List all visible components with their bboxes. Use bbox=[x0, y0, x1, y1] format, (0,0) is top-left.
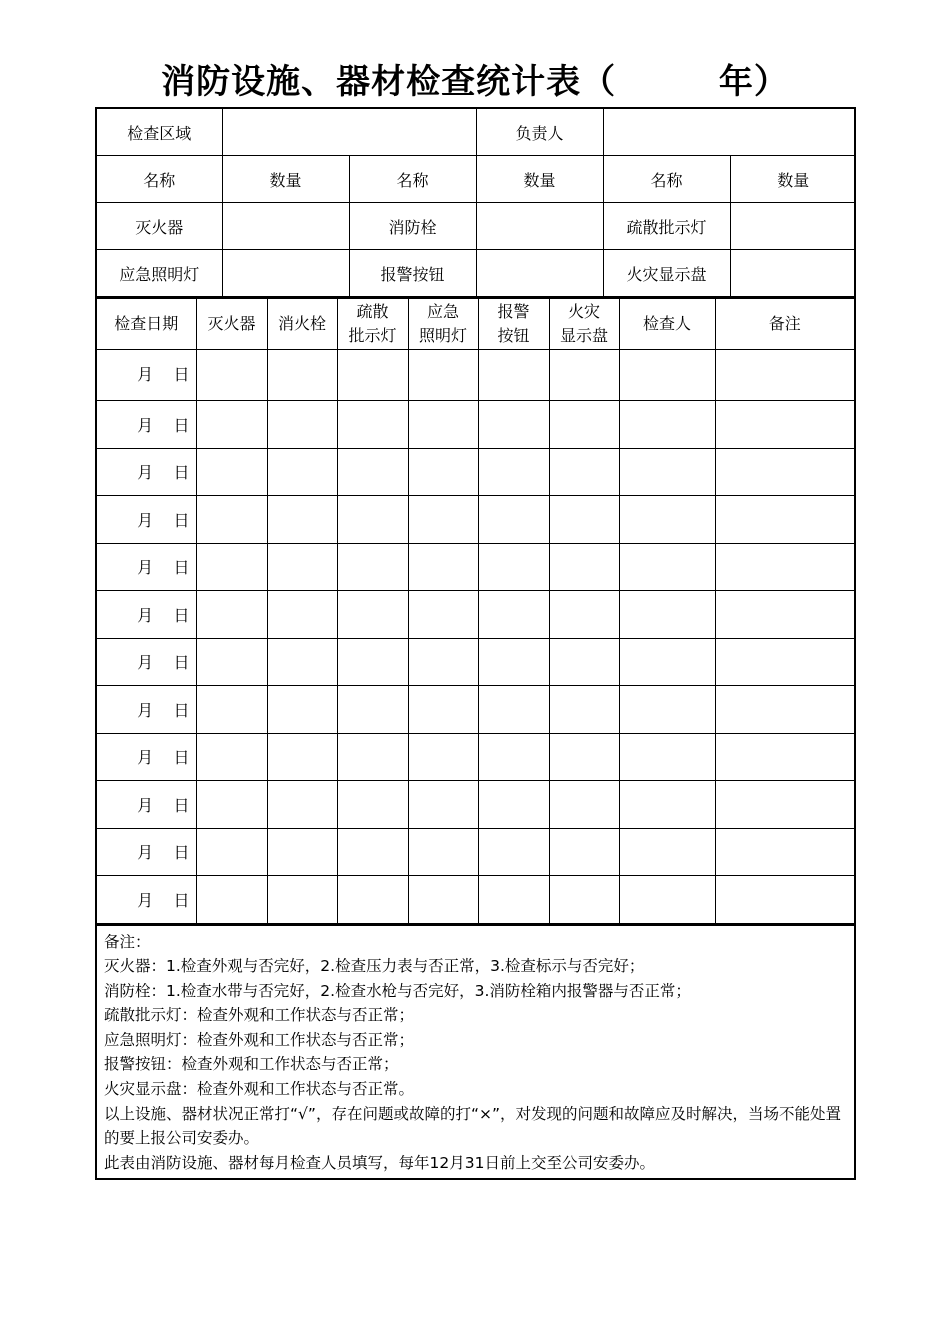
remarks-cell[interactable] bbox=[715, 733, 854, 781]
remarks-cell[interactable] bbox=[715, 781, 854, 829]
inspector-cell[interactable] bbox=[619, 591, 715, 639]
date-cell[interactable]: 月 日 bbox=[97, 543, 196, 591]
exit-light-cell[interactable] bbox=[337, 448, 408, 496]
qty-header: 数量 bbox=[730, 156, 856, 203]
alarm-button-cell[interactable] bbox=[478, 448, 549, 496]
equipment-name: 疏散批示灯 bbox=[603, 203, 730, 250]
date-cell[interactable]: 月 日 bbox=[97, 781, 196, 829]
date-cell[interactable]: 月 日 bbox=[97, 828, 196, 876]
inspector-cell[interactable] bbox=[619, 496, 715, 544]
extinguisher-cell[interactable] bbox=[196, 543, 267, 591]
hydrant-cell[interactable] bbox=[267, 733, 337, 781]
extinguisher-cell[interactable] bbox=[196, 781, 267, 829]
alarm-button-cell[interactable] bbox=[478, 591, 549, 639]
hydrant-cell[interactable] bbox=[267, 781, 337, 829]
extinguisher-cell[interactable] bbox=[196, 686, 267, 734]
log-row bbox=[97, 496, 854, 544]
inspector-cell[interactable] bbox=[619, 448, 715, 496]
emergency-light-cell[interactable] bbox=[408, 638, 478, 686]
fire-panel-cell[interactable] bbox=[549, 591, 619, 639]
fire-panel-cell[interactable] bbox=[549, 543, 619, 591]
extinguisher-cell[interactable] bbox=[196, 876, 267, 924]
remarks-cell[interactable] bbox=[715, 350, 854, 401]
inspector-cell[interactable] bbox=[619, 876, 715, 924]
note-exit-light: 疏散批示灯：检查外观和工作状态与否正常； bbox=[104, 1006, 415, 1025]
equipment-qty-field[interactable] bbox=[222, 203, 349, 250]
date-cell[interactable]: 月 日 bbox=[97, 733, 196, 781]
fire-panel-cell[interactable] bbox=[549, 448, 619, 496]
date-cell[interactable]: 月 日 bbox=[97, 638, 196, 686]
hydrant-cell[interactable] bbox=[267, 401, 337, 449]
inspector-cell[interactable] bbox=[619, 350, 715, 401]
inspector-cell[interactable] bbox=[619, 733, 715, 781]
emergency-light-cell[interactable] bbox=[408, 828, 478, 876]
emergency-light-cell[interactable] bbox=[408, 350, 478, 401]
equipment-qty-field[interactable] bbox=[476, 203, 603, 250]
equipment-name: 应急照明灯 bbox=[97, 250, 222, 297]
col-header-hydrant: 消火栓 bbox=[267, 298, 337, 350]
emergency-light-cell[interactable] bbox=[408, 876, 478, 924]
fire-panel-cell[interactable] bbox=[549, 350, 619, 401]
emergency-light-cell[interactable] bbox=[408, 781, 478, 829]
hydrant-cell[interactable] bbox=[267, 496, 337, 544]
notes-section bbox=[97, 924, 854, 1179]
hydrant-cell[interactable] bbox=[267, 543, 337, 591]
name-qty-header-row bbox=[97, 156, 856, 203]
fire-panel-cell[interactable] bbox=[549, 401, 619, 449]
log-row bbox=[97, 781, 854, 829]
log-row bbox=[97, 733, 854, 781]
remarks-cell[interactable] bbox=[715, 828, 854, 876]
exit-light-cell[interactable] bbox=[337, 781, 408, 829]
equipment-qty-field[interactable] bbox=[730, 250, 856, 297]
name-header: 名称 bbox=[349, 156, 476, 203]
equipment-info-table bbox=[97, 109, 856, 297]
hydrant-cell[interactable] bbox=[267, 638, 337, 686]
extinguisher-cell[interactable] bbox=[196, 496, 267, 544]
exit-light-cell[interactable] bbox=[337, 828, 408, 876]
remarks-cell[interactable] bbox=[715, 543, 854, 591]
alarm-button-cell[interactable] bbox=[478, 401, 549, 449]
inspector-cell[interactable] bbox=[619, 638, 715, 686]
log-body bbox=[97, 350, 854, 924]
exit-light-cell[interactable] bbox=[337, 686, 408, 734]
exit-light-cell[interactable] bbox=[337, 638, 408, 686]
exit-light-cell[interactable] bbox=[337, 876, 408, 924]
hydrant-cell[interactable] bbox=[267, 591, 337, 639]
fire-panel-cell[interactable] bbox=[549, 781, 619, 829]
equipment-qty-field[interactable] bbox=[730, 203, 856, 250]
alarm-button-cell[interactable] bbox=[478, 496, 549, 544]
alarm-button-cell[interactable] bbox=[478, 543, 549, 591]
exit-light-cell[interactable] bbox=[337, 496, 408, 544]
note-alarm-button: 报警按钮：检查外观和工作状态与否正常； bbox=[104, 1055, 399, 1074]
equipment-name: 灭火器 bbox=[97, 203, 222, 250]
inspector-cell[interactable] bbox=[619, 686, 715, 734]
emergency-light-cell[interactable] bbox=[408, 401, 478, 449]
note-fire-panel: 火灾显示盘：检查外观和工作状态与否正常。 bbox=[104, 1080, 415, 1099]
emergency-light-cell[interactable] bbox=[408, 591, 478, 639]
date-cell[interactable]: 月 日 bbox=[97, 686, 196, 734]
fire-panel-cell[interactable] bbox=[549, 686, 619, 734]
log-row bbox=[97, 828, 854, 876]
log-row bbox=[97, 591, 854, 639]
area-row bbox=[97, 109, 856, 156]
emergency-light-cell[interactable] bbox=[408, 686, 478, 734]
emergency-light-cell[interactable] bbox=[408, 543, 478, 591]
hydrant-cell[interactable] bbox=[267, 350, 337, 401]
hydrant-cell[interactable] bbox=[267, 686, 337, 734]
extinguisher-cell[interactable] bbox=[196, 350, 267, 401]
equipment-qty-field[interactable] bbox=[222, 250, 349, 297]
log-header-row bbox=[97, 298, 854, 350]
remarks-cell[interactable] bbox=[715, 448, 854, 496]
notes-heading: 备注： bbox=[104, 932, 151, 951]
fire-panel-cell[interactable] bbox=[549, 876, 619, 924]
extinguisher-cell[interactable] bbox=[196, 828, 267, 876]
log-row bbox=[97, 543, 854, 591]
col-header-remarks: 备注 bbox=[715, 298, 854, 350]
equipment-name: 火灾显示盘 bbox=[603, 250, 730, 297]
inspector-cell[interactable] bbox=[619, 401, 715, 449]
date-cell[interactable]: 月 日 bbox=[97, 496, 196, 544]
person-field[interactable] bbox=[603, 109, 856, 156]
note-emergency-light: 应急照明灯：检查外观和工作状态与否正常； bbox=[104, 1030, 415, 1049]
extinguisher-cell[interactable] bbox=[196, 638, 267, 686]
log-row bbox=[97, 876, 854, 924]
date-cell[interactable]: 月 日 bbox=[97, 401, 196, 449]
col-header-exit-light: 疏散 批示灯 bbox=[337, 298, 408, 350]
remarks-cell[interactable] bbox=[715, 591, 854, 639]
exit-light-cell[interactable] bbox=[337, 350, 408, 401]
area-field[interactable] bbox=[222, 109, 476, 156]
equipment-name: 消防栓 bbox=[349, 203, 476, 250]
col-header-date: 检查日期 bbox=[97, 298, 196, 350]
col-header-inspector: 检查人 bbox=[619, 298, 715, 350]
alarm-button-cell[interactable] bbox=[478, 876, 549, 924]
person-label: 负责人 bbox=[476, 109, 603, 156]
note-extinguisher: 灭火器：1.检查外观与否完好，2.检查压力表与否正常，3.检查标示与否完好； bbox=[104, 957, 645, 976]
fire-panel-cell[interactable] bbox=[549, 733, 619, 781]
remarks-cell[interactable] bbox=[715, 496, 854, 544]
fire-panel-cell[interactable] bbox=[549, 828, 619, 876]
emergency-light-cell[interactable] bbox=[408, 496, 478, 544]
col-header-emergency-light: 应急 照明灯 bbox=[408, 298, 478, 350]
extinguisher-cell[interactable] bbox=[196, 401, 267, 449]
exit-light-cell[interactable] bbox=[337, 401, 408, 449]
inspector-cell[interactable] bbox=[619, 828, 715, 876]
log-row bbox=[97, 448, 854, 496]
date-cell[interactable]: 月 日 bbox=[97, 448, 196, 496]
alarm-button-cell[interactable] bbox=[478, 733, 549, 781]
alarm-button-cell[interactable] bbox=[478, 686, 549, 734]
hydrant-cell[interactable] bbox=[267, 876, 337, 924]
area-label: 检查区域 bbox=[97, 109, 222, 156]
col-header-alarm-button: 报警 按钮 bbox=[478, 298, 549, 350]
date-cell[interactable]: 月 日 bbox=[97, 350, 196, 401]
hydrant-cell[interactable] bbox=[267, 448, 337, 496]
qty-header: 数量 bbox=[476, 156, 603, 203]
fire-panel-cell[interactable] bbox=[549, 496, 619, 544]
equipment-row bbox=[97, 203, 856, 250]
name-header: 名称 bbox=[97, 156, 222, 203]
remarks-cell[interactable] bbox=[715, 876, 854, 924]
extinguisher-cell[interactable] bbox=[196, 448, 267, 496]
inspector-cell[interactable] bbox=[619, 781, 715, 829]
note-submission-rule: 此表由消防设施、器材每月检查人员填写，每年12月31日前上交至公司安委办。 bbox=[104, 1153, 655, 1172]
name-header: 名称 bbox=[603, 156, 730, 203]
col-header-fire-panel: 火灾 显示盘 bbox=[549, 298, 619, 350]
exit-light-cell[interactable] bbox=[337, 591, 408, 639]
equipment-row bbox=[97, 250, 856, 297]
exit-light-cell[interactable] bbox=[337, 543, 408, 591]
inspection-form bbox=[95, 107, 856, 1180]
alarm-button-cell[interactable] bbox=[478, 781, 549, 829]
log-row bbox=[97, 638, 854, 686]
remarks-cell[interactable] bbox=[715, 401, 854, 449]
remarks-cell[interactable] bbox=[715, 638, 854, 686]
log-row bbox=[97, 686, 854, 734]
remarks-cell[interactable] bbox=[715, 686, 854, 734]
equipment-qty-field[interactable] bbox=[476, 250, 603, 297]
alarm-button-cell[interactable] bbox=[478, 638, 549, 686]
date-cell[interactable]: 月 日 bbox=[97, 876, 196, 924]
qty-header: 数量 bbox=[222, 156, 349, 203]
col-header-extinguisher: 灭火器 bbox=[196, 298, 267, 350]
emergency-light-cell[interactable] bbox=[408, 733, 478, 781]
date-cell[interactable]: 月 日 bbox=[97, 591, 196, 639]
inspector-cell[interactable] bbox=[619, 543, 715, 591]
fire-panel-cell[interactable] bbox=[549, 638, 619, 686]
equipment-name: 报警按钮 bbox=[349, 250, 476, 297]
note-marking-rule: 以上设施、器材状况正常打“√”，存在问题或故障的打“×”，对发现的问题和故障应及时解决，当场不能处置的要上报公司安委办。 bbox=[104, 1104, 841, 1148]
alarm-button-cell[interactable] bbox=[478, 350, 549, 401]
extinguisher-cell[interactable] bbox=[196, 591, 267, 639]
note-hydrant: 消防栓：1.检查水带与否完好，2.检查水枪与否完好，3.消防栓箱内报警器与否正常； bbox=[104, 981, 691, 1000]
inspection-log-table bbox=[97, 297, 854, 924]
exit-light-cell[interactable] bbox=[337, 733, 408, 781]
extinguisher-cell[interactable] bbox=[196, 733, 267, 781]
hydrant-cell[interactable] bbox=[267, 828, 337, 876]
emergency-light-cell[interactable] bbox=[408, 448, 478, 496]
log-row bbox=[97, 401, 854, 449]
log-row bbox=[97, 350, 854, 401]
page-title: 消防设施、器材检查统计表（ 年） bbox=[161, 62, 789, 102]
alarm-button-cell[interactable] bbox=[478, 828, 549, 876]
